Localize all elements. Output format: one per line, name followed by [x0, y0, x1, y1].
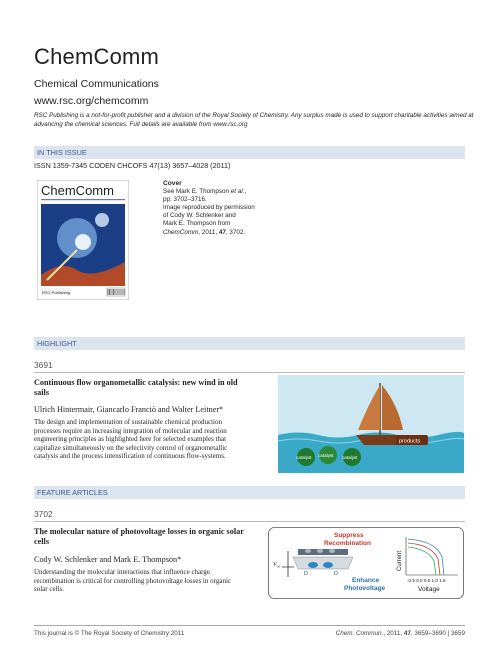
footer-citation: Chem. Commun., 2011, 47, 3659–3690 | 3659 — [335, 630, 465, 637]
highlight-page-number: 3691 — [34, 360, 53, 370]
cover-caption-line: pp. 3702–3716. — [163, 196, 207, 204]
divider — [34, 521, 465, 522]
footer-copyright: This journal is © The Royal Society of Chemistry 2011 — [34, 630, 185, 637]
voc-label: $V_{oc}$ — [273, 562, 281, 569]
feature-authors: Cody W. Schlenker and Mark E. Thompson* — [34, 555, 182, 564]
highlight-authors: Ulrich Hintermair, Giancarlo Franciò and Walter Leitner* — [34, 405, 224, 414]
cover-mini-footer: RSC Publishing — [42, 290, 71, 295]
publisher-note: RSC Publishing is a not-for-profit publisher and a division of the Royal Society of Chemistry. Any surplus made is used to support charitable activities aimed at advancing the chemical sciences. Full details are available from www.rsc.org — [34, 112, 474, 128]
photovoltage-label: Photovoltage — [344, 585, 386, 592]
journal-url[interactable]: www.rsc.org/chemcomm — [34, 95, 149, 107]
catalyst-label: catalyst — [342, 455, 358, 460]
highlight-article-title[interactable]: Continuous flow organometallic catalysis: new wind in old sails — [34, 378, 238, 397]
enhance-label: Enhance — [352, 577, 380, 584]
footer-divider — [34, 625, 465, 626]
catalyst-label: catalyst — [296, 455, 312, 460]
feature-article-title[interactable]: The molecular nature of photovoltage losses in organic solar cells — [34, 527, 244, 546]
cover-caption-head: Cover — [163, 180, 182, 187]
feature-articles-heading: FEATURE ARTICLES — [34, 486, 465, 499]
cover-mini-title: ChemComm — [41, 183, 114, 198]
highlight-heading: HIGHLIGHT — [34, 337, 465, 350]
feature-abstract: Understanding the molecular interactions that influence charge recombination is critical for controlling photovoltage losses in organic solar cells. — [34, 568, 231, 594]
cover-caption — [163, 180, 303, 237]
highlight-graphic — [278, 375, 464, 473]
in-this-issue-heading: IN THIS ISSUE — [34, 146, 465, 159]
issn-line: ISSN 1359-7345 CODEN CHCOFS 47(13) 3657–4028 (2011) — [34, 161, 231, 170]
cover-caption-line: of Cody W. Schlenker and — [163, 212, 236, 220]
current-axis-label: Current — [397, 550, 403, 571]
cover-caption-line: ChemComm, 2011, 47, 3702. — [163, 228, 246, 236]
feature-page-number: 3702 — [34, 509, 53, 519]
divider — [34, 372, 465, 373]
journal-title: ChemComm — [34, 44, 160, 69]
donor-label: D — [334, 571, 338, 577]
donor-label: D — [304, 571, 308, 577]
highlight-abstract: The design and implementation of sustainable chemical production processes require an increasing integration of molecular and reaction engineering principles as highlighted here for selected examples that capitalize simultaneously on the selectivity control of organometallic catalysis and the process intensification of continuous flow-systems. — [34, 418, 228, 461]
cover-image — [37, 180, 129, 300]
feature-graphic — [268, 527, 464, 599]
voltage-axis-label: Voltage — [418, 586, 440, 593]
recombination-label: Recombination — [324, 540, 371, 547]
suppress-label: Suppress — [334, 532, 364, 539]
cover-caption-line: Mark E. Thompson from — [163, 220, 231, 228]
cover-caption-line: See Mark E. Thompson et al., — [163, 188, 247, 196]
cover-caption-line: Image reproduced by permission — [163, 204, 255, 212]
products-label: products — [399, 438, 421, 445]
voltage-ticks: -0.5 0.0 0.5 1.0 1.5 — [407, 578, 446, 583]
catalyst-label: catalyst — [318, 453, 334, 458]
journal-subtitle: Chemical Communications — [34, 78, 159, 90]
